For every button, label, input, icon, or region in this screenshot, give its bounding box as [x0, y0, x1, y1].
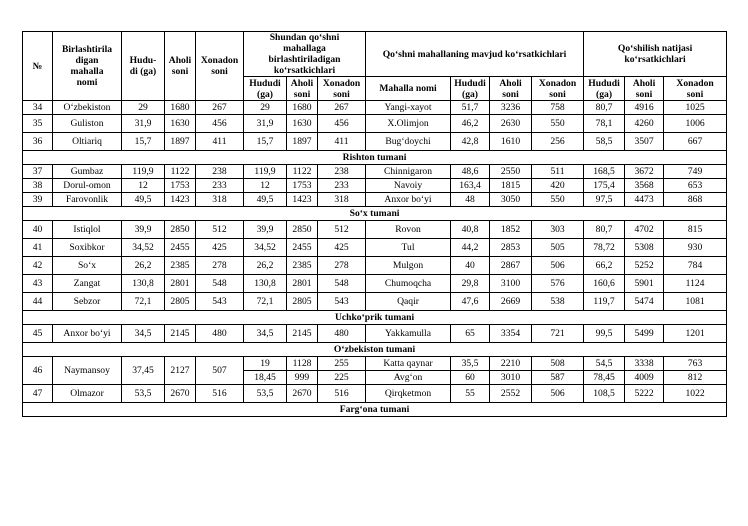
table-cell: 4009 [625, 371, 664, 385]
table-cell: Rovon [366, 221, 451, 239]
table-cell: 2850 [165, 221, 196, 239]
table-cell: 4260 [625, 115, 664, 133]
table-cell: 318 [196, 193, 244, 207]
table-cell: 15,7 [244, 133, 287, 151]
table-cell: 72,1 [122, 293, 165, 311]
table-cell: 1423 [165, 193, 196, 207]
table-cell: 31,9 [122, 115, 165, 133]
district-section-row [23, 343, 727, 357]
table-cell: 15,7 [122, 133, 165, 151]
table-cell: 1753 [287, 179, 318, 193]
table-cell: 267 [318, 101, 366, 115]
table-cell: 37 [23, 165, 53, 179]
table-cell: 2867 [490, 257, 532, 275]
table-cell: 12 [244, 179, 287, 193]
table-cell: 267 [196, 101, 244, 115]
table-cell: 130,8 [244, 275, 287, 293]
table-cell: 1630 [287, 115, 318, 133]
table-cell: 425 [318, 239, 366, 257]
table-cell: 456 [196, 115, 244, 133]
table-cell: 763 [664, 357, 727, 371]
table-cell: 45 [23, 325, 53, 343]
table-cell: 721 [532, 325, 584, 343]
table-cell: 420 [532, 179, 584, 193]
table-cell: 1025 [664, 101, 727, 115]
table-cell: Soxibkor [53, 239, 122, 257]
table-cell: 3672 [625, 165, 664, 179]
table-cell: 2127 [165, 357, 196, 385]
table-cell: 587 [532, 371, 584, 385]
table-cell: 80,7 [584, 101, 625, 115]
table-cell: Navoiy [366, 179, 451, 193]
table-cell: 2801 [287, 275, 318, 293]
table-cell: 506 [532, 385, 584, 403]
table-cell: 1815 [490, 179, 532, 193]
table-row [23, 165, 727, 179]
table-cell: 505 [532, 239, 584, 257]
table-cell: 119,7 [584, 293, 625, 311]
table-cell: 78,1 [584, 115, 625, 133]
table-cell: 1122 [287, 165, 318, 179]
table-cell: 1423 [287, 193, 318, 207]
table-cell: 26,2 [122, 257, 165, 275]
table-cell: 38 [23, 179, 53, 193]
table-cell: 303 [532, 221, 584, 239]
subheader-area: Hududi (ga) [244, 77, 287, 101]
table-cell: 41 [23, 239, 53, 257]
table-cell: 99,5 [584, 325, 625, 343]
header-area: Hudu- di (ga) [122, 32, 165, 101]
table-cell: 507 [196, 357, 244, 385]
table-cell: 480 [318, 325, 366, 343]
table-cell: 1897 [287, 133, 318, 151]
table-cell: 18,45 [244, 371, 287, 385]
table-row [23, 193, 727, 207]
header-merge-indicators: Shundan qoʻshni mahallaga birlashtiriladigan koʻrsatkichlari [244, 32, 366, 77]
table-cell: Chumoqcha [366, 275, 451, 293]
table-cell: 5474 [625, 293, 664, 311]
table-cell: 44 [23, 293, 53, 311]
table-cell: 2210 [490, 357, 532, 371]
table-cell: Oʻzbekiston [53, 101, 122, 115]
table-cell: 53,5 [244, 385, 287, 403]
table-cell: 511 [532, 165, 584, 179]
table-cell: Dorul-omon [53, 179, 122, 193]
table-cell: 26,2 [244, 257, 287, 275]
table-cell: 36 [23, 133, 53, 151]
table-cell: 48 [451, 193, 490, 207]
table-cell: 3507 [625, 133, 664, 151]
table-cell: 34 [23, 101, 53, 115]
table-cell: 3354 [490, 325, 532, 343]
table-cell: 543 [196, 293, 244, 311]
table-cell: 550 [532, 115, 584, 133]
table-cell: Naymansoy [53, 357, 122, 385]
table-cell: 108,5 [584, 385, 625, 403]
table-cell: Tul [366, 239, 451, 257]
table-cell: 2850 [287, 221, 318, 239]
table-cell: 40,8 [451, 221, 490, 239]
table-cell: 160,6 [584, 275, 625, 293]
subheader-population: Aholi soni [287, 77, 318, 101]
district-section-row [23, 207, 727, 221]
table-cell: Zangat [53, 275, 122, 293]
table-cell: 2550 [490, 165, 532, 179]
table-cell: Istiqlol [53, 221, 122, 239]
table-cell: 480 [196, 325, 244, 343]
table-cell: 46 [23, 357, 53, 385]
table-cell: 2801 [165, 275, 196, 293]
table-cell: 5308 [625, 239, 664, 257]
table-cell: 66,2 [584, 257, 625, 275]
table-cell: 456 [318, 115, 366, 133]
table-cell: 78,45 [584, 371, 625, 385]
table-cell: 538 [532, 293, 584, 311]
table-cell: 653 [664, 179, 727, 193]
table-cell: Farovonlik [53, 193, 122, 207]
table-cell: 40 [23, 221, 53, 239]
table-cell: 508 [532, 357, 584, 371]
table-cell: 72,1 [244, 293, 287, 311]
table-cell: 1122 [165, 165, 196, 179]
table-row [23, 275, 727, 293]
table-cell: 238 [318, 165, 366, 179]
table-cell: Qaqir [366, 293, 451, 311]
table-cell: 29 [244, 101, 287, 115]
table-cell: 3236 [490, 101, 532, 115]
table-body [23, 101, 727, 417]
district-title: Fargʻona tumani [23, 403, 727, 417]
table-cell: 749 [664, 165, 727, 179]
table-cell: 1680 [287, 101, 318, 115]
table-cell: 5222 [625, 385, 664, 403]
table-cell: 278 [196, 257, 244, 275]
header-population: Aholi soni [165, 32, 196, 101]
district-title: Soʻx tumani [23, 207, 727, 221]
table-row [23, 101, 727, 115]
table-cell: Oltiariq [53, 133, 122, 151]
table-cell: 163,4 [451, 179, 490, 193]
table-cell: 2145 [165, 325, 196, 343]
table-cell: 1897 [165, 133, 196, 151]
table-cell: 506 [532, 257, 584, 275]
table-cell: 53,5 [122, 385, 165, 403]
district-title: Rishton tumani [23, 151, 727, 165]
table-cell: 548 [318, 275, 366, 293]
table-cell: 4916 [625, 101, 664, 115]
table-cell: 543 [318, 293, 366, 311]
table-cell: 999 [287, 371, 318, 385]
table-cell: 1753 [165, 179, 196, 193]
table-cell: 175,4 [584, 179, 625, 193]
table-cell: 3338 [625, 357, 664, 371]
table-cell: 812 [664, 371, 727, 385]
table-cell: 43 [23, 275, 53, 293]
table-cell: 49,5 [244, 193, 287, 207]
table-cell: 42 [23, 257, 53, 275]
data-table [22, 31, 727, 417]
table-cell: 80,7 [584, 221, 625, 239]
table-cell: 5901 [625, 275, 664, 293]
table-cell: 2805 [287, 293, 318, 311]
header-neighbor-indicators: Qoʻshni mahallaning mavjud koʻrsatkichlari [366, 32, 584, 77]
table-cell: 40 [451, 257, 490, 275]
table-cell: 5252 [625, 257, 664, 275]
table-cell: Sebzor [53, 293, 122, 311]
table-cell: 39 [23, 193, 53, 207]
table-cell: 1128 [287, 357, 318, 371]
table-row [23, 325, 727, 343]
table-cell: 4473 [625, 193, 664, 207]
table-cell: 42,8 [451, 133, 490, 151]
table-cell: 1022 [664, 385, 727, 403]
table-cell: 758 [532, 101, 584, 115]
table-row [23, 221, 727, 239]
table-row [23, 357, 727, 371]
table-cell: Olmazor [53, 385, 122, 403]
table-cell: 2669 [490, 293, 532, 311]
table-cell: 47 [23, 385, 53, 403]
table-cell: 3050 [490, 193, 532, 207]
table-cell: 1852 [490, 221, 532, 239]
table-cell: 868 [664, 193, 727, 207]
table-cell: 60 [451, 371, 490, 385]
table-cell: 516 [196, 385, 244, 403]
table-cell: Qirqketmon [366, 385, 451, 403]
district-title: Uchkoʻprik tumani [23, 311, 727, 325]
subheader-population: Aholi soni [490, 77, 532, 101]
table-cell: 47,6 [451, 293, 490, 311]
table-cell: 54,5 [584, 357, 625, 371]
table-cell: 512 [318, 221, 366, 239]
district-title: Oʻzbekiston tumani [23, 343, 727, 357]
table-cell: 2455 [165, 239, 196, 257]
table-cell: 35,5 [451, 357, 490, 371]
table-cell: X.Olimjon [366, 115, 451, 133]
table-cell: Avgʻon [366, 371, 451, 385]
table-cell: 119,9 [244, 165, 287, 179]
table-cell: Katta qaynar [366, 357, 451, 371]
table-cell: 130,8 [122, 275, 165, 293]
subheader-households: Xonadon soni [532, 77, 584, 101]
table-cell: 256 [532, 133, 584, 151]
table-cell: 238 [196, 165, 244, 179]
subheader-households: Xonadon soni [664, 77, 727, 101]
table-cell: 97,5 [584, 193, 625, 207]
table-cell: Mulgon [366, 257, 451, 275]
table-cell: 55 [451, 385, 490, 403]
table-cell: 34,52 [122, 239, 165, 257]
table-cell: Gumbaz [53, 165, 122, 179]
table-row [23, 385, 727, 403]
table-cell: 2805 [165, 293, 196, 311]
table-row [23, 115, 727, 133]
table-cell: 2552 [490, 385, 532, 403]
table-cell: 2145 [287, 325, 318, 343]
district-section-row [23, 151, 727, 165]
table-cell: Yakkamulla [366, 325, 451, 343]
table-cell: 548 [196, 275, 244, 293]
table-cell: 49,5 [122, 193, 165, 207]
table-cell: 34,5 [244, 325, 287, 343]
table-cell: 78,72 [584, 239, 625, 257]
table-cell: 4702 [625, 221, 664, 239]
table-cell: 233 [196, 179, 244, 193]
table-cell: 225 [318, 371, 366, 385]
table-cell: 2853 [490, 239, 532, 257]
table-cell: Bugʻdoychi [366, 133, 451, 151]
subheader-population: Aholi soni [625, 77, 664, 101]
table-cell: 667 [664, 133, 727, 151]
header-result-indicators: Qoʻshilish natijasi koʻrsatkichlari [584, 32, 727, 77]
table-cell: 1124 [664, 275, 727, 293]
header-number: № [23, 32, 53, 101]
table-cell: 1201 [664, 325, 727, 343]
table-cell: 19 [244, 357, 287, 371]
table-cell: 37,45 [122, 357, 165, 385]
district-section-row [23, 311, 727, 325]
table-cell: 255 [318, 357, 366, 371]
table-cell: Yangi-xayot [366, 101, 451, 115]
table-cell: 930 [664, 239, 727, 257]
table-cell: 34,5 [122, 325, 165, 343]
table-row [23, 293, 727, 311]
table-cell: 29,8 [451, 275, 490, 293]
table-cell: 51,7 [451, 101, 490, 115]
table-cell: 576 [532, 275, 584, 293]
table-cell: 39,9 [122, 221, 165, 239]
subheader-area: Hududi (ga) [451, 77, 490, 101]
subheader-area: Hududi (ga) [584, 77, 625, 101]
table-cell: 3100 [490, 275, 532, 293]
table-cell: Anxor boʻyi [53, 325, 122, 343]
table-cell: 815 [664, 221, 727, 239]
table-cell: 512 [196, 221, 244, 239]
table-cell: 168,5 [584, 165, 625, 179]
table-cell: 550 [532, 193, 584, 207]
table-cell: 1680 [165, 101, 196, 115]
table-row [23, 179, 727, 193]
table-cell: Anxor boʻyi [366, 193, 451, 207]
table-cell: 318 [318, 193, 366, 207]
table-cell: 3568 [625, 179, 664, 193]
table-cell: 119,9 [122, 165, 165, 179]
district-section-row [23, 403, 727, 417]
subheader-households: Xonadon soni [318, 77, 366, 101]
table-cell: 34,52 [244, 239, 287, 257]
table-cell: 3010 [490, 371, 532, 385]
table-cell: 2670 [287, 385, 318, 403]
table-cell: 2385 [165, 257, 196, 275]
table-row [23, 257, 727, 275]
table-cell: 2670 [165, 385, 196, 403]
subheader-mahalla-name: Mahalla nomi [366, 77, 451, 101]
table-cell: Guliston [53, 115, 122, 133]
table-cell: 784 [664, 257, 727, 275]
table-cell: 29 [122, 101, 165, 115]
table-cell: 278 [318, 257, 366, 275]
table-cell: 233 [318, 179, 366, 193]
table-row [23, 133, 727, 151]
table-cell: 5499 [625, 325, 664, 343]
table-cell: 58,5 [584, 133, 625, 151]
table-cell: 411 [318, 133, 366, 151]
table-cell: 516 [318, 385, 366, 403]
table-cell: 65 [451, 325, 490, 343]
table-cell: 46,2 [451, 115, 490, 133]
table-cell: Chinnigaron [366, 165, 451, 179]
header-households: Xonadon soni [196, 32, 244, 101]
table-cell: 2455 [287, 239, 318, 257]
table-cell: 31,9 [244, 115, 287, 133]
table-cell: 1630 [165, 115, 196, 133]
table-cell: 1081 [664, 293, 727, 311]
header-mahalla-name: Birlashtirila digan mahalla nomi [53, 32, 122, 101]
table-cell: 48,6 [451, 165, 490, 179]
table-cell: 1610 [490, 133, 532, 151]
table-cell: 1006 [664, 115, 727, 133]
table-cell: 39,9 [244, 221, 287, 239]
table-cell: 12 [122, 179, 165, 193]
table-cell: 2630 [490, 115, 532, 133]
table-cell: 2385 [287, 257, 318, 275]
table-cell: Soʻx [53, 257, 122, 275]
table-cell: 44,2 [451, 239, 490, 257]
table-cell: 411 [196, 133, 244, 151]
table-cell: 35 [23, 115, 53, 133]
table-row [23, 239, 727, 257]
table-cell: 425 [196, 239, 244, 257]
